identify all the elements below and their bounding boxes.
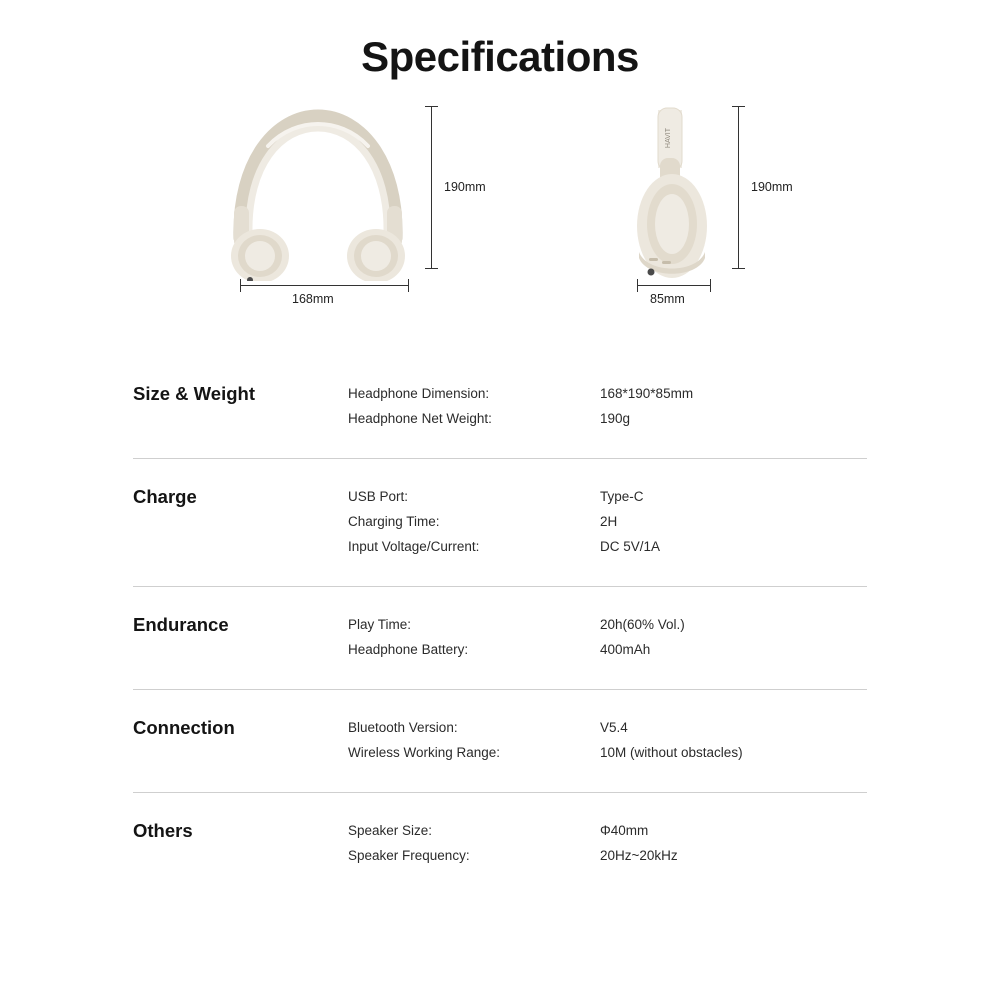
side-width-label: 85mm — [650, 292, 685, 306]
spec-value: V5.4 — [600, 720, 628, 735]
spec-value: 190g — [600, 411, 631, 426]
spec-label: Play Time: — [348, 617, 412, 632]
spec-pairs — [348, 382, 867, 432]
spec-label: Bluetooth Version: — [348, 720, 458, 735]
side-height-dimension-line — [738, 106, 739, 268]
side-width-left-tick — [637, 279, 638, 292]
side-height-bottom-tick — [732, 268, 745, 269]
spec-row — [348, 844, 867, 868]
spec-row — [348, 716, 867, 740]
front-height-top-tick — [425, 106, 438, 107]
spec-row — [348, 485, 867, 509]
front-width-label: 168mm — [292, 292, 334, 306]
specifications-table — [133, 376, 867, 895]
front-width-dimension-line — [240, 285, 408, 286]
spec-label: Speaker Frequency: — [348, 848, 470, 863]
spec-section-charge — [133, 458, 867, 586]
spec-row — [348, 819, 867, 843]
spec-category-label: Connection — [133, 717, 235, 738]
spec-label: USB Port: — [348, 489, 409, 504]
front-width-left-tick — [240, 279, 241, 292]
front-width-right-tick — [408, 279, 409, 292]
spec-row — [348, 510, 867, 534]
spec-value: 20h(60% Vol.) — [600, 617, 685, 632]
spec-label: Speaker Size: — [348, 823, 433, 838]
spec-value: 10M (without obstacles) — [600, 745, 743, 760]
side-height-label: 190mm — [751, 180, 793, 194]
spec-label: Charging Time: — [348, 514, 440, 529]
product-dimension-diagram — [0, 100, 1000, 340]
spec-row — [348, 638, 867, 662]
spec-value: 20Hz~20kHz — [600, 848, 678, 863]
spec-row — [348, 407, 867, 431]
spec-label: Input Voltage/Current: — [348, 539, 480, 554]
spec-pairs — [348, 819, 867, 869]
spec-row — [348, 613, 867, 637]
front-height-bottom-tick — [425, 268, 438, 269]
spec-category-label: Others — [133, 820, 193, 841]
spec-category-label: Charge — [133, 486, 197, 507]
spec-section-others — [133, 792, 867, 895]
spec-pairs — [348, 613, 867, 663]
spec-section-connection — [133, 689, 867, 792]
spec-category-label: Size & Weight — [133, 383, 255, 404]
spec-label: Headphone Battery: — [348, 642, 469, 657]
side-width-dimension-line — [637, 285, 710, 286]
spec-value: 2H — [600, 514, 618, 529]
spec-value: 168*190*85mm — [600, 386, 694, 401]
front-height-label: 190mm — [444, 180, 486, 194]
spec-label: Headphone Dimension: — [348, 386, 490, 401]
side-width-right-tick — [710, 279, 711, 292]
svg-text:HAVIT: HAVIT — [665, 127, 672, 149]
spec-value: DC 5V/1A — [600, 539, 661, 554]
spec-category-label: Endurance — [133, 614, 229, 635]
spec-row — [348, 535, 867, 559]
spec-row — [348, 382, 867, 406]
spec-pairs — [348, 485, 867, 560]
spec-section-size-weight — [133, 376, 867, 458]
front-height-dimension-line — [431, 106, 432, 268]
spec-value: 400mAh — [600, 642, 651, 657]
spec-label: Headphone Net Weight: — [348, 411, 492, 426]
spec-label: Wireless Working Range: — [348, 745, 501, 760]
spec-section-endurance — [133, 586, 867, 689]
headphones-front-view-image — [228, 106, 408, 281]
spec-value: Type-C — [600, 489, 644, 504]
headphones-side-view-image — [625, 106, 720, 281]
spec-row — [348, 741, 867, 765]
spec-value: Φ40mm — [600, 823, 649, 838]
page-title: Specifications — [361, 33, 639, 80]
side-height-top-tick — [732, 106, 745, 107]
spec-pairs — [348, 716, 867, 766]
